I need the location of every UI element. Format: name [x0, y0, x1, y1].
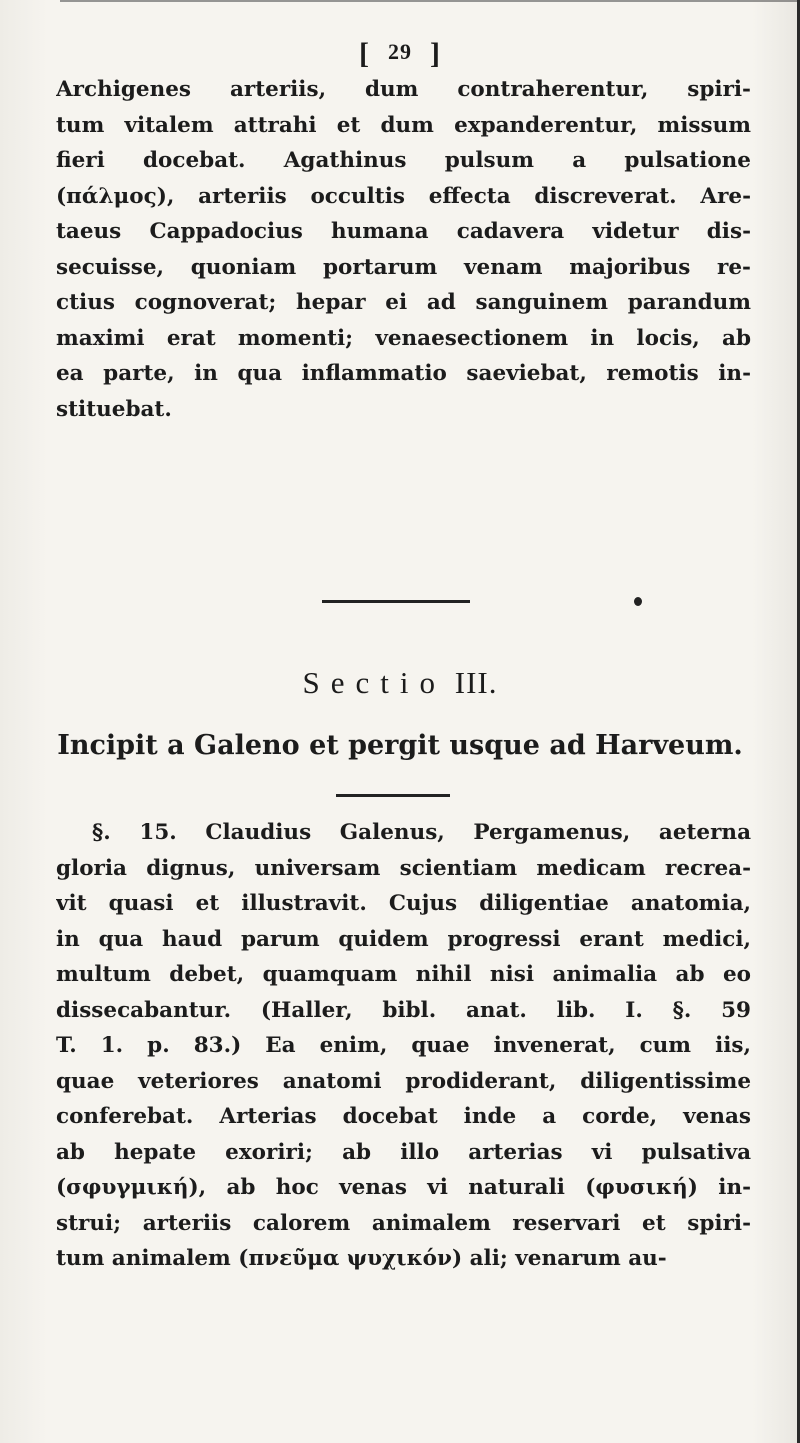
text-line: vit quasi et illustravit. Cujus diligentiae anatomia, [56, 891, 751, 916]
text-line: quae veteriores anatomi prodiderant, diligentissime [56, 1068, 751, 1094]
text-line: multum debet, quamquam nihil nisi animalia ab eo [56, 962, 751, 987]
section-number: III. [454, 665, 498, 700]
paragraph-1 [56, 72, 751, 427]
section-label: Sectio [302, 665, 446, 700]
text-line: (σφυγμική), ab hoc venas vi naturali (φυσική) in- [56, 1175, 751, 1200]
text-line: tum vitalem attrahi et dum expanderentur, missum [56, 112, 751, 138]
text-line: strui; arteriis calorem animalem reservari et spiri- [56, 1210, 751, 1236]
text-line: ctius cognoverat; hepar ei ad sanguinem parandum [56, 290, 751, 315]
subtitle-divider-rule [336, 794, 450, 797]
ink-dot [634, 597, 642, 606]
text-line: Archigenes arteriis, dum contraherentur, spiri- [56, 77, 751, 102]
text-line: ab hepate exoriri; ab illo arterias vi pulsativa [56, 1139, 751, 1165]
text-line: maximi erat momenti; venaesectionem in locis, ab [56, 325, 751, 351]
section-divider-rule [322, 600, 470, 603]
page-top-edge [60, 0, 800, 2]
section-subtitle: Incipit a Galeno et pergit usque ad Harveum. [57, 730, 743, 761]
text-line: secuisse, quoniam portarum venam majoribus re- [56, 254, 751, 280]
text-line: gloria dignus, universam scientiam medicam recrea- [56, 855, 751, 881]
text-line: dissecabantur. (Haller, bibl. anat. lib. I. §. 59 [56, 997, 751, 1023]
text-line: taeus Cappadocius humana cadavera videtur dis- [56, 219, 751, 244]
text-line: §. 15. Claudius Galenus, Pergamenus, aeterna [92, 820, 751, 845]
text-line: in qua haud parum quidem progressi erant medici, [56, 926, 751, 952]
text-line: conferebat. Arterias docebat inde a corde, venas [56, 1104, 751, 1129]
text-line: stituebat. [56, 396, 172, 422]
paragraph-2 [56, 815, 751, 1277]
header-bracket-close: ] [430, 37, 441, 70]
section-heading [0, 665, 800, 701]
text-line: fieri docebat. Agathinus pulsum a pulsatione [56, 148, 751, 173]
page-header [0, 34, 800, 71]
text-line: ea parte, in qua inflammatio saeviebat, remotis in- [56, 361, 751, 386]
text-line: (πάλμος), arteriis occultis effecta discreverat. Are- [56, 183, 751, 209]
page-number: 29 [388, 39, 412, 64]
text-line: T. 1. p. 83.) Ea enim, quae invenerat, cum iis, [56, 1033, 751, 1058]
header-bracket-open: [ [359, 37, 370, 70]
text-line: tum animalem (πνεῦμα ψυχικόν) ali; venarum au- [56, 1246, 667, 1271]
